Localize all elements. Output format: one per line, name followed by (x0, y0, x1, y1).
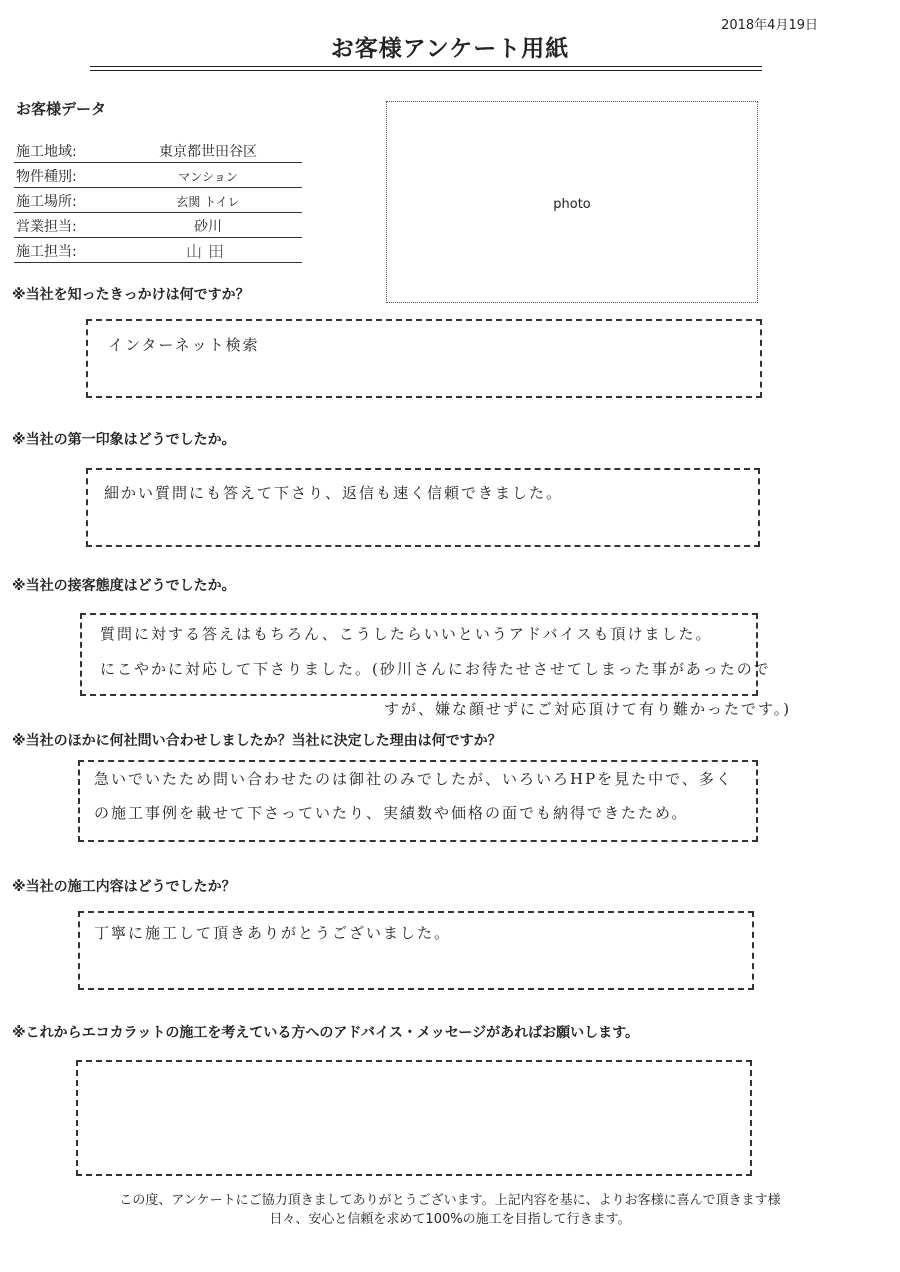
answer-3-line-1: 質問に対する答えはもちろん、こうしたらいいというアドバイスも頂けました。 (100, 625, 713, 643)
footer-line-1: この度、アンケートにご協力頂きましてありがとうございます。上記内容を基に、よりお客様に喜んで頂きます様 (119, 1193, 781, 1208)
customer-data-heading: お客様データ (16, 100, 107, 118)
info-row-property-type (14, 162, 302, 188)
question-2: ※当社の第一印象はどうでしたか。 (12, 432, 236, 448)
info-label: 営業担当: (16, 219, 77, 235)
survey-date: 2018年4月19日 (721, 18, 818, 33)
answer-box-2 (86, 468, 760, 547)
question-4: ※当社のほかに何社問い合わせしましたか？当社に決定した理由は何ですか？ (12, 733, 502, 749)
info-value-handwritten: 山田 (185, 242, 230, 261)
info-value: マンション (178, 170, 238, 184)
info-value: 砂川 (194, 219, 222, 235)
info-row-installer (14, 237, 302, 263)
info-label: 物件種別: (16, 169, 77, 185)
footer-message (0, 1191, 900, 1229)
answer-4-line-1: 急いでいたため問い合わせたのは御社のみでしたが、いろいろHPを見た中で、多く (94, 770, 733, 788)
info-row-location (14, 187, 302, 213)
info-label: 施工担当: (16, 244, 77, 260)
info-row-area (14, 137, 302, 163)
answer-3-line-2: にこやかに対応して下さりました。(砂川さんにお待たせさせてしまった事があったので (100, 660, 771, 678)
info-row-sales-rep (14, 212, 302, 238)
info-label: 施工地域: (16, 144, 77, 160)
answer-box-1 (86, 319, 762, 398)
photo-placeholder (386, 101, 758, 303)
question-1: ※当社を知ったきっかけは何ですか？ (12, 287, 250, 303)
answer-3-line-3: すが、嫌な顔せずにご対応頂けて有り難かったです。) (384, 700, 792, 718)
answer-2-line-1: 細かい質問にも答えて下さり、返信も速く信頼できました。 (104, 484, 564, 502)
footer-line-2: 日々、安心と信頼を求めて100%の施工を目指して行きます。 (269, 1212, 631, 1227)
info-value: 東京都世田谷区 (159, 144, 257, 160)
answer-5-line-1: 丁寧に施工して頂きありがとうございました。 (94, 924, 452, 942)
title-underline-2 (90, 70, 762, 71)
answer-box-6 (76, 1060, 752, 1176)
photo-label: photo (553, 197, 591, 212)
title-underline (90, 66, 762, 67)
question-5: ※当社の施工内容はどうでしたか？ (12, 879, 236, 895)
question-6: ※これからエコカラットの施工を考えている方へのアドバイス・メッセージがあればお願いします。 (12, 1025, 639, 1041)
answer-1-line-1: インターネット検索 (108, 336, 260, 354)
info-label: 施工場所: (16, 194, 77, 210)
info-value: 玄関 トイレ (176, 195, 240, 209)
page-title: お客様アンケート用紙 (330, 36, 570, 62)
question-3: ※当社の接客態度はどうでしたか。 (12, 578, 236, 594)
answer-4-line-2: の施工事例を載せて下さっていたり、実績数や価格の面でも納得できたため。 (94, 804, 689, 822)
